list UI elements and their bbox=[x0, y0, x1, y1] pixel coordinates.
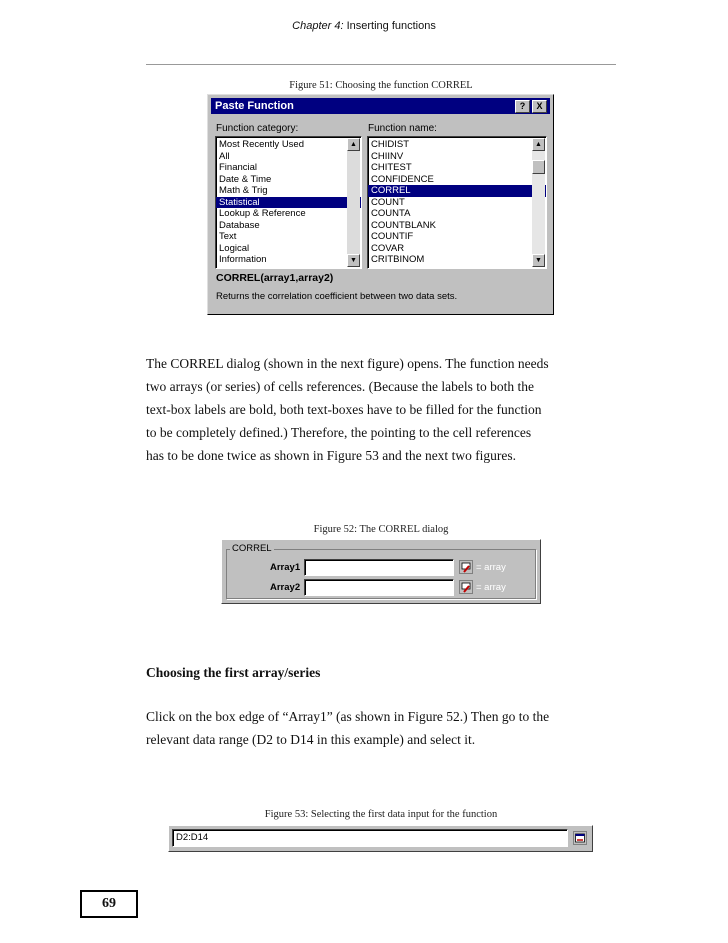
category-item[interactable]: Most Recently Used bbox=[219, 139, 305, 150]
function-item[interactable]: CONFIDENCE bbox=[371, 173, 434, 185]
page-number: 69 bbox=[80, 890, 138, 918]
array2-label: Array2 bbox=[270, 582, 301, 593]
close-button[interactable]: X bbox=[532, 100, 547, 113]
text-line: two arrays (or series) of cells references. (Because the labels to both the bbox=[146, 379, 534, 394]
category-item[interactable]: Lookup & Reference bbox=[219, 208, 306, 219]
scroll-down-icon[interactable]: ▼ bbox=[532, 254, 545, 267]
expand-dialog-icon[interactable] bbox=[573, 831, 587, 845]
function-item[interactable]: CHITEST bbox=[371, 162, 412, 173]
text-line: to be completely defined.) Therefore, the pointing to the cell references bbox=[146, 425, 532, 440]
correl-group-label: CORREL bbox=[232, 543, 272, 554]
category-item[interactable]: Date & Time bbox=[219, 173, 272, 185]
function-item[interactable]: COUNTA bbox=[371, 208, 411, 219]
category-item[interactable]: Math & Trig bbox=[219, 185, 268, 196]
category-item[interactable]: All bbox=[219, 150, 230, 162]
category-item[interactable]: Statistical bbox=[216, 197, 361, 209]
category-item[interactable]: Information bbox=[219, 254, 267, 265]
function-item[interactable]: COUNTBLANK bbox=[371, 219, 436, 231]
category-scrollbar[interactable] bbox=[347, 138, 360, 267]
function-syntax: CORREL(array1,array2) bbox=[216, 272, 334, 284]
function-item[interactable]: CORREL bbox=[368, 185, 546, 197]
text-line: Click on the box edge of “Array1” (as shown in Figure 52.) Then go to the bbox=[146, 709, 550, 724]
running-header bbox=[0, 20, 728, 32]
array1-result: = array bbox=[476, 562, 506, 573]
chapter-number: Chapter 4: bbox=[292, 20, 344, 32]
function-item[interactable]: CHIDIST bbox=[371, 139, 409, 150]
paste-function-dialog bbox=[207, 94, 554, 315]
help-button[interactable]: ? bbox=[515, 100, 530, 113]
scroll-down-icon[interactable]: ▼ bbox=[347, 254, 360, 267]
scroll-thumb[interactable] bbox=[532, 160, 545, 174]
section-heading: Choosing the first array/series bbox=[146, 665, 321, 680]
dialog-title: Paste Function bbox=[215, 100, 294, 112]
text-line: has to be done twice as shown in Figure 53 and the next two figures. bbox=[146, 448, 517, 463]
range-input[interactable]: D2:D14 bbox=[172, 829, 568, 847]
function-item[interactable]: COVAR bbox=[371, 242, 405, 254]
paragraph-1 bbox=[146, 352, 626, 467]
scroll-up-icon[interactable]: ▲ bbox=[347, 138, 360, 151]
function-item[interactable]: COUNTIF bbox=[371, 231, 414, 242]
text-line: The CORREL dialog (shown in the next figure) opens. The function needs bbox=[146, 356, 549, 371]
text-line: text-box labels are bold, both text-boxes have to be filled for the function bbox=[146, 402, 542, 417]
header-rule bbox=[146, 64, 616, 65]
array2-result: = array bbox=[476, 582, 506, 593]
array2-input[interactable] bbox=[304, 579, 454, 596]
category-item[interactable]: Logical bbox=[219, 242, 250, 254]
category-label: Function category: bbox=[216, 123, 299, 134]
array1-label: Array1 bbox=[270, 562, 301, 573]
text-line: relevant data range (D2 to D14 in this example) and select it. bbox=[146, 732, 476, 747]
function-item[interactable]: COUNT bbox=[371, 196, 405, 208]
function-item[interactable]: CRITBINOM bbox=[371, 254, 425, 265]
range-input-dialog bbox=[168, 825, 593, 852]
collapse-dialog-icon[interactable] bbox=[459, 560, 473, 574]
paragraph-2 bbox=[146, 705, 626, 751]
category-item[interactable]: Financial bbox=[219, 162, 258, 173]
figure52-caption: Figure 52: The CORREL dialog bbox=[313, 524, 449, 535]
array1-input[interactable] bbox=[304, 559, 454, 576]
chapter-title: Inserting functions bbox=[343, 20, 436, 32]
category-item[interactable]: Text bbox=[219, 231, 237, 242]
function-description: Returns the correlation coefficient between two data sets. bbox=[216, 291, 458, 302]
function-name-label: Function name: bbox=[368, 123, 437, 134]
figure51-caption: Figure 51: Choosing the function CORREL bbox=[289, 80, 473, 91]
correl-dialog bbox=[221, 539, 541, 604]
scroll-up-icon[interactable]: ▲ bbox=[532, 138, 545, 151]
function-listbox[interactable] bbox=[367, 136, 547, 269]
collapse-dialog-icon[interactable] bbox=[459, 580, 473, 594]
category-item[interactable]: Database bbox=[219, 219, 260, 231]
figure53-caption: Figure 53: Selecting the first data input for the function bbox=[264, 809, 498, 820]
dialog-titlebar bbox=[211, 98, 550, 114]
function-scrollbar[interactable] bbox=[532, 138, 545, 267]
function-item[interactable]: CHIINV bbox=[371, 150, 404, 162]
category-listbox[interactable] bbox=[215, 136, 362, 269]
